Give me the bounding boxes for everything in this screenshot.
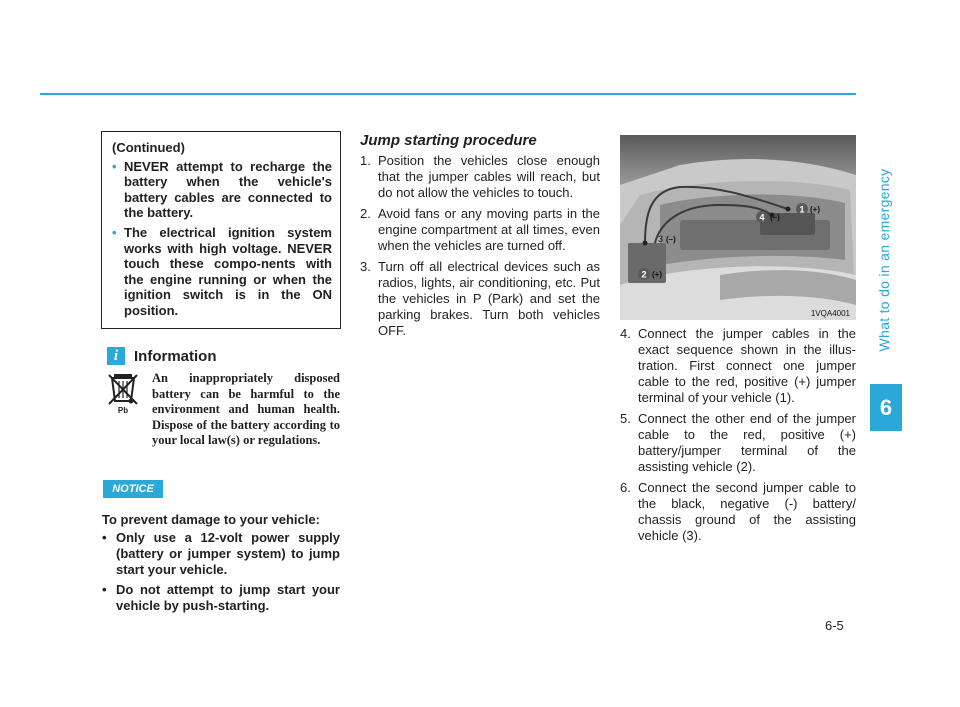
terminal-plus-1: (+) [810, 205, 820, 214]
procedure-step: 4. Connect the jumper cables in the exact sequence shown in the illus-tration. First connect one jumper cable to the red, positive (+) jumper terminal of your vehicle (1). [620, 326, 856, 405]
bullet-icon: • [102, 530, 107, 545]
notice-item: • Do not attempt to jump start your vehicle by push-starting. [102, 582, 340, 613]
jump-start-illustration [620, 135, 856, 320]
procedure-step: 5. Connect the other end of the jumper cable to the red, positive (+) battery/jumper terminal of the assisting vehicle (2). [620, 411, 856, 474]
chapter-tab: 6 [870, 384, 902, 431]
warning-item: • NEVER attempt to recharge the battery when the vehicle's battery cables are connected to the battery. [112, 158, 332, 221]
bin-label: Pb [117, 406, 129, 415]
warning-list [112, 159, 332, 319]
info-icon: i [107, 347, 125, 365]
terminal-minus-3: (–) [666, 235, 676, 244]
bullet-icon: • [102, 582, 107, 597]
warning-box [101, 131, 341, 329]
section-title-text: What to do in an emergency [876, 168, 892, 352]
information-heading [107, 347, 217, 365]
section-side-title [872, 140, 896, 380]
callout-4: 4 [759, 212, 765, 223]
terminal-minus-4: (–) [770, 213, 780, 222]
notice-item: • Only use a 12-volt power supply (battery or jumper system) to jump start your vehicle. [102, 530, 340, 577]
callout-1: 1 [799, 204, 805, 215]
procedure-step: 3. Turn off all electrical devices such as radios, lights, air conditioning, etc. Put the vehicles in P (Park) and set the parking brakes. Turn both vehicles OFF. [360, 259, 600, 338]
terminal-plus-2: (+) [652, 270, 662, 279]
notice-intro: To prevent damage to your vehicle: [102, 512, 320, 527]
notice-badge: NOTICE [103, 480, 163, 498]
procedure-step: 1. Position the vehicles close enough that the jumper cables will reach, but do not allow the vehicles to touch. [360, 153, 600, 200]
procedure-step: 2. Avoid fans or any moving parts in the engine compartment at all times, even when the vehicles are turned off. [360, 206, 600, 253]
bullet-icon: • [112, 224, 117, 240]
callout-3: 3 [658, 234, 664, 244]
page-number: 6-5 [825, 618, 844, 633]
header-rule [40, 93, 856, 95]
crossed-bin-icon [104, 371, 142, 415]
procedure-steps-left [360, 153, 600, 344]
illustration-code: 1VQA4001 [810, 309, 850, 318]
callout-2: 2 [641, 269, 647, 280]
information-text: An inappropriately disposed battery can be harmful to the environment and human health. Dispose of the battery according to your local law(s) or regulations. [152, 371, 340, 447]
continued-label: (Continued) [112, 140, 185, 155]
warning-item: • The electrical ignition system works with high voltage. NEVER touch these compo-nents with the engine running or when the ignition switch is in the ON position. [112, 224, 332, 318]
bullet-icon: • [112, 158, 117, 174]
procedure-steps-right [620, 326, 856, 549]
procedure-title: Jump starting procedure [360, 132, 537, 149]
notice-list [102, 530, 340, 618]
information-title: Information [134, 347, 217, 365]
procedure-step: 6. Connect the second jumper cable to the black, negative (-) battery/ chassis ground of the assisting vehicle (3). [620, 480, 856, 543]
